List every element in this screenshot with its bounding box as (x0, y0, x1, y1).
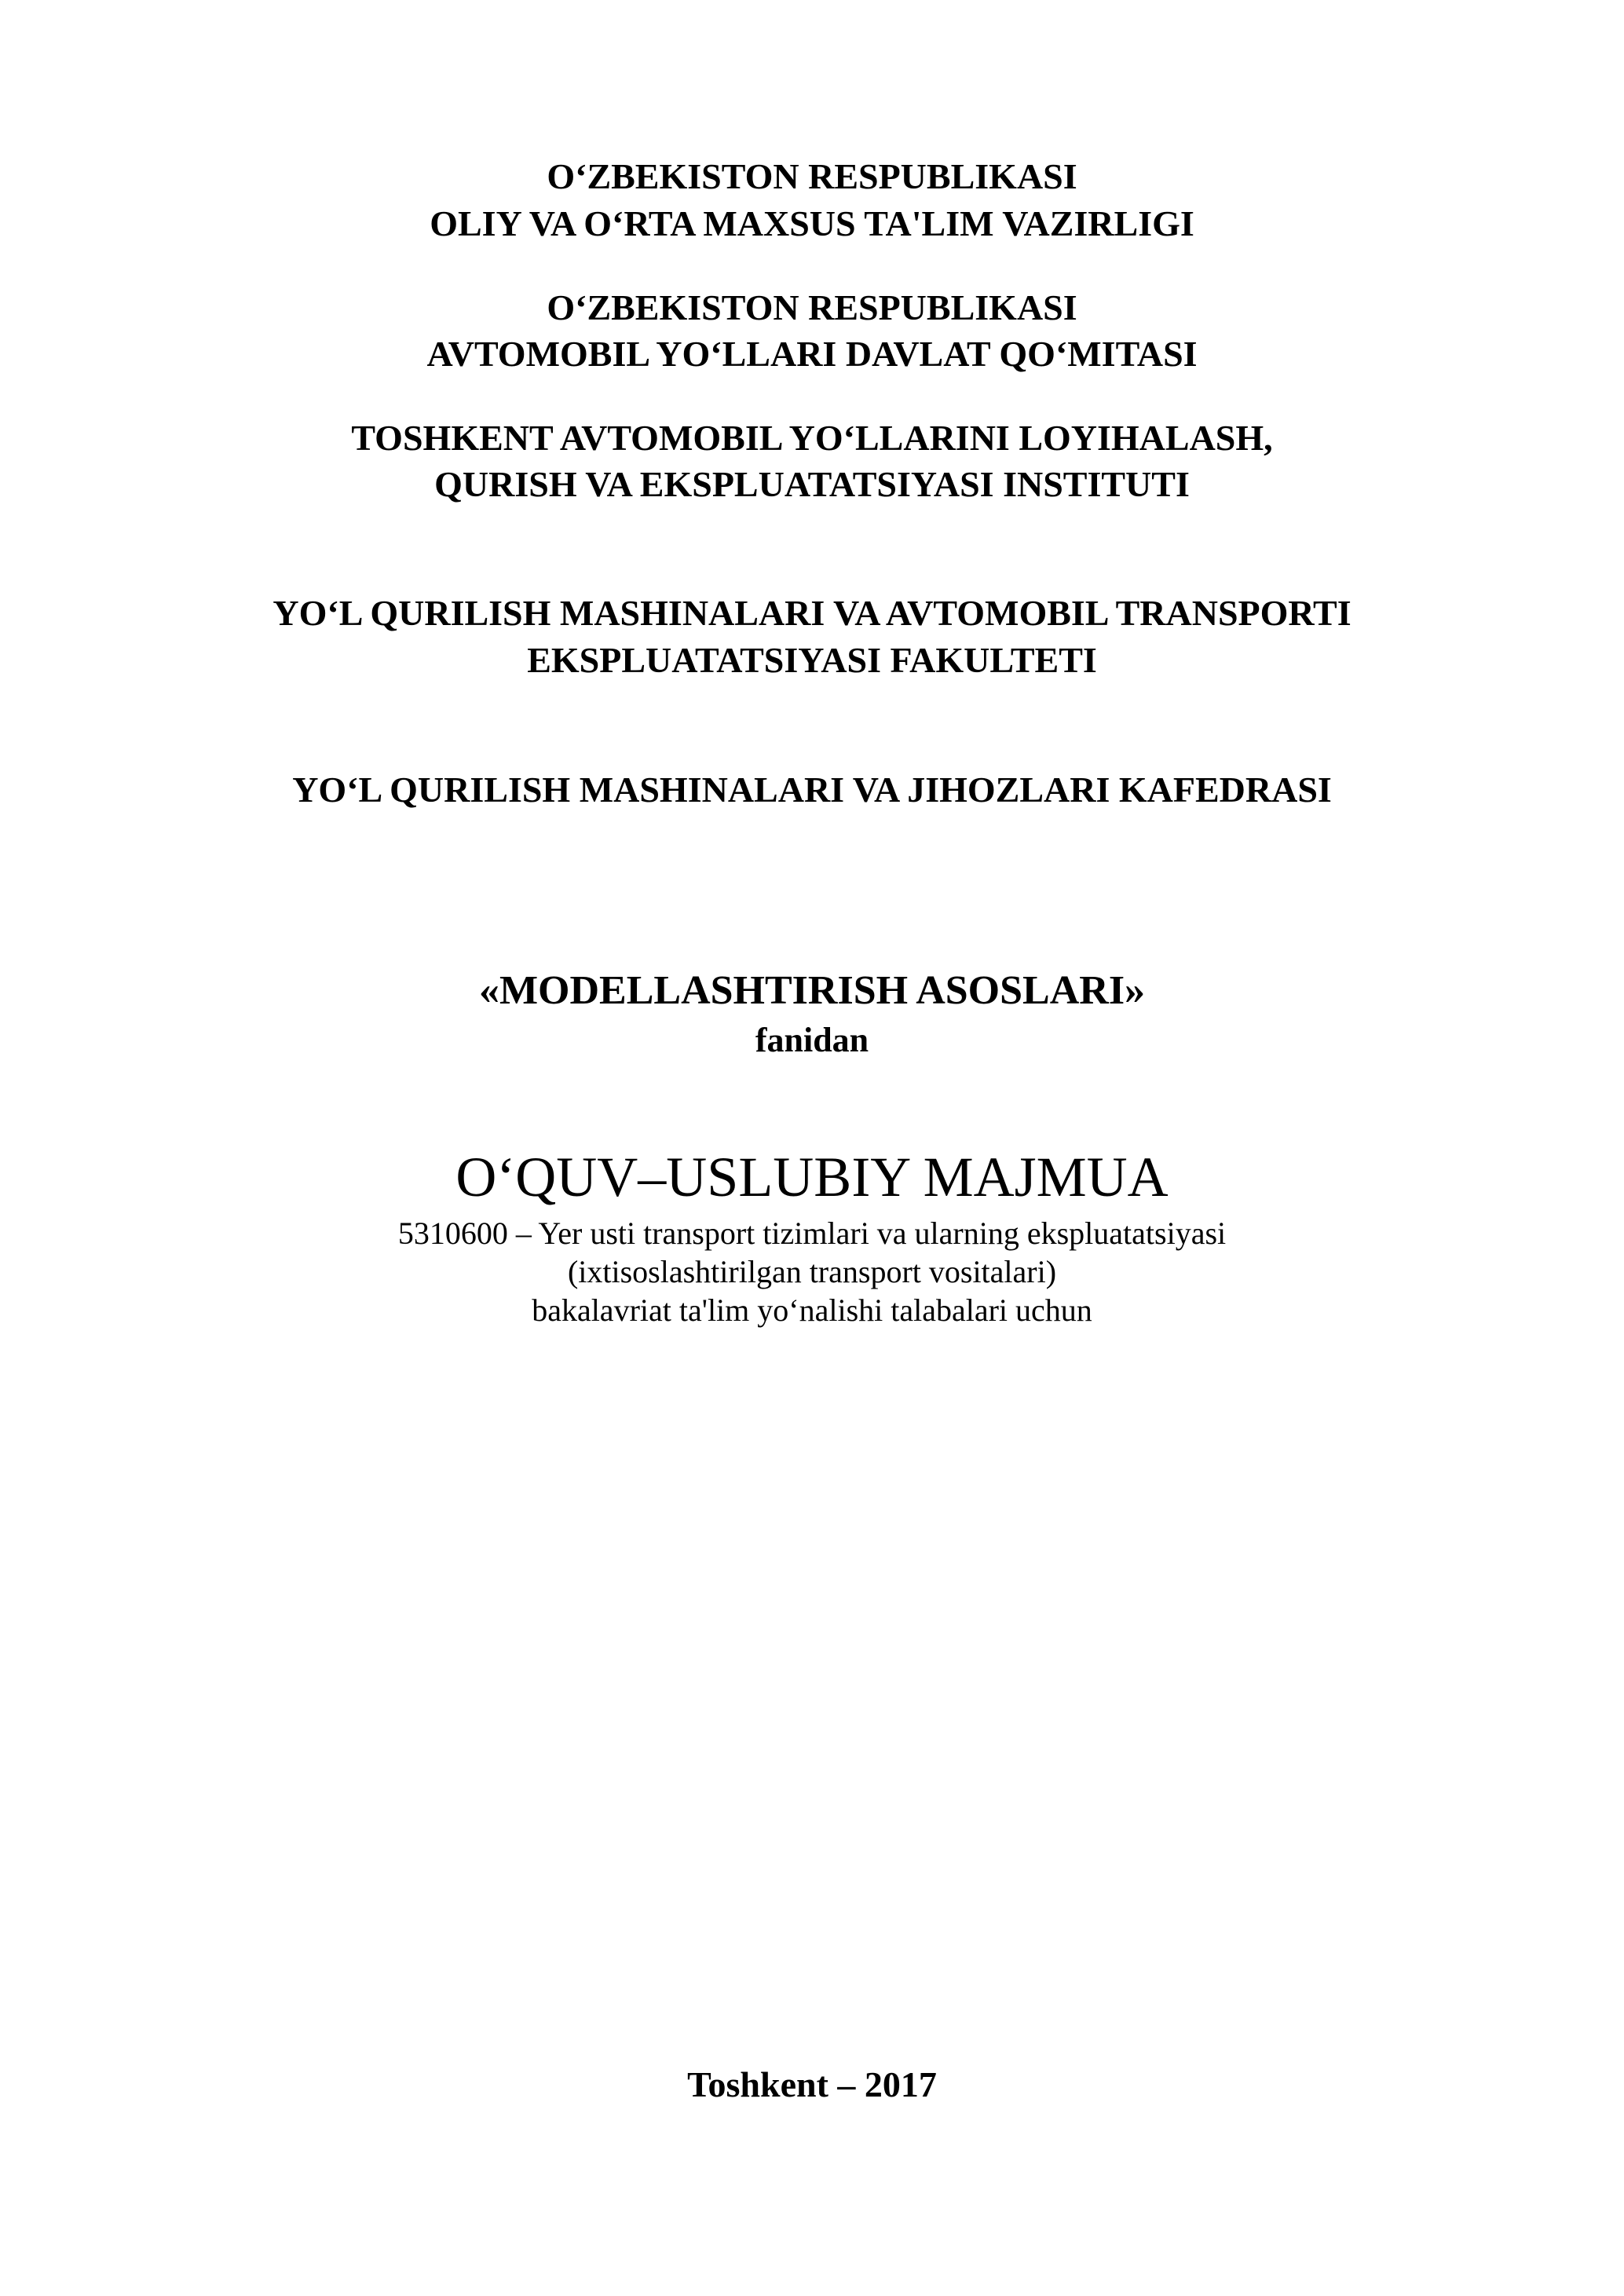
course-suffix: fanidan (755, 1021, 869, 1059)
document-title: O‘QUV–USLUBIY MAJMUA (455, 1146, 1169, 1208)
course-name: «MODELLASHTIRISH ASOSLARI» (478, 968, 1146, 1013)
committee-line-2: AVTOMOBIL YO‘LLARI DAVLAT QO‘MITASI (426, 334, 1198, 374)
institute-line-1: TOSHKENT AVTOMOBIL YO‘LLARINI LOYIHALASH, (351, 418, 1273, 458)
faculty-line-2: EKSPLUATATSIYASI FAKULTETI (527, 640, 1097, 680)
document-desc-line-3: bakalavriat ta'lim yo‘nalishi talabalari uchun (532, 1292, 1092, 1328)
document-desc-line-1: 5310600 – Yer usti transport tizimlari va ularning ekspluatatsiyasi (397, 1216, 1227, 1251)
committee-line-1: O‘ZBEKISTON RESPUBLIKASI (547, 287, 1077, 327)
ministry-line-2: OLIY VA O‘RTA MAXSUS TA'LIM VAZIRLIGI (430, 203, 1194, 243)
institute-line-2: QURISH VA EKSPLUATATSIYASI INSTITUTI (434, 464, 1190, 504)
document-desc-line-2: (ixtisoslashtirilgan transport vositalari) (567, 1254, 1057, 1289)
faculty-line-1: YO‘L QURILISH MASHINALARI VA AVTOMOBIL TRANSPORTI (272, 593, 1352, 633)
place-year: Toshkent – 2017 (687, 2064, 937, 2104)
department-name: YO‘L QURILISH MASHINALARI VA JIHOZLARI KAFEDRASI (292, 770, 1332, 810)
ministry-line-1: O‘ZBEKISTON RESPUBLIKASI (547, 156, 1077, 196)
